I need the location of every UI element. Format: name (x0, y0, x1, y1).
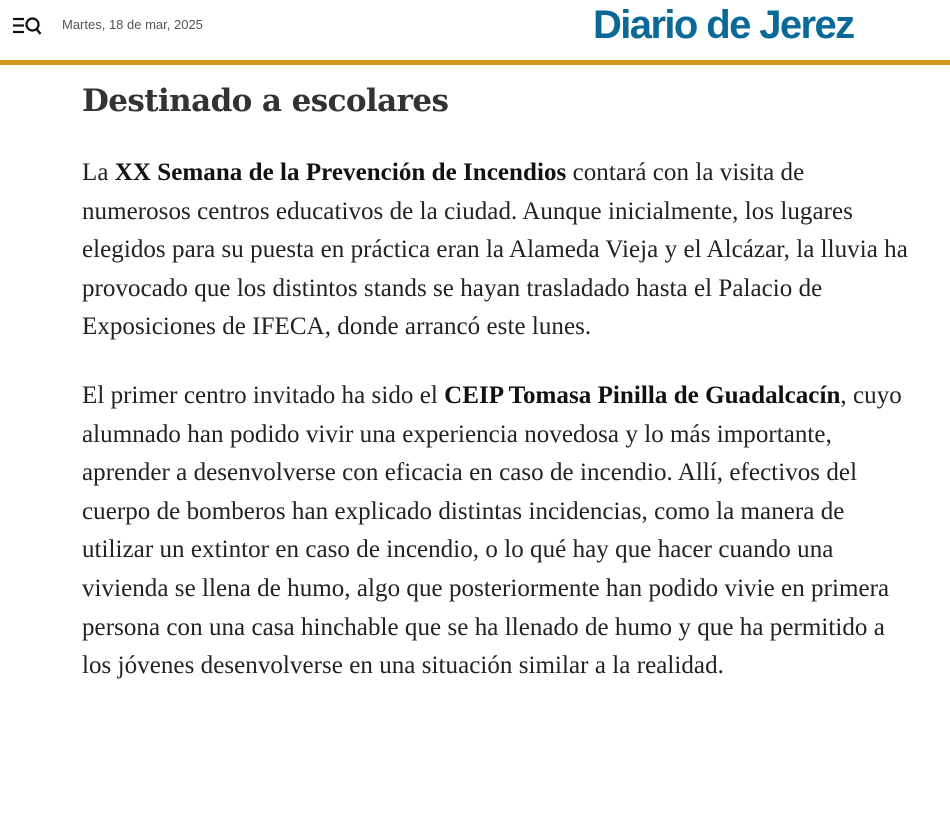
paragraph-1-text-2: contará con la visita de numerosos centros educativos de la ciudad. Aunque inicialmente, los lugares elegidos para su puesta en práctica eran la Alameda Vieja y el Alcázar, la lluvia ha provocado que los distintos stands se hayan trasladado hasta el Palacio de Exposiciones de IFECA, donde arrancó este lunes. (82, 159, 908, 341)
site-logo[interactable]: Diario de Jerez (593, 3, 854, 47)
paragraph-2-text-1: El primer centro invitado ha sido el (82, 381, 445, 409)
paragraph-2-text-2: , cuyo alumnado han podido vivir una experiencia novedosa y lo más importante, aprender a desenvolverse con eficacia en caso de incendio. Allí, efectivos del cuerpo de bomberos han explicado distintas incidencias, como la manera de utilizar un extintor en caso de incendio, o lo qué hay que hacer cuando una vivienda se llena de humo, algo que posteriormente han podido vivie en primera persona con una casa hinchable que se ha llenado de humo y que ha permitido a los jóvenes desenvolverse en una situación similar a la realidad. (82, 381, 902, 680)
header-divider (0, 60, 950, 65)
article-subhead: Destinado a escolares (82, 83, 449, 119)
paragraph-1-text-1: La (82, 159, 115, 186)
article-paragraph-2 (82, 377, 912, 686)
site-header (0, 0, 950, 60)
menu-search-icon[interactable] (12, 14, 42, 38)
paragraph-1-bold: XX Semana de la Prevención de Incendios (114, 159, 567, 186)
article-paragraph-1 (82, 154, 912, 347)
article-body (82, 78, 912, 686)
header-date: Martes, 18 de mar, 2025 (62, 17, 203, 32)
paragraph-2-bold: CEIP Tomasa Pinilla de Guadalcacín (444, 381, 841, 409)
